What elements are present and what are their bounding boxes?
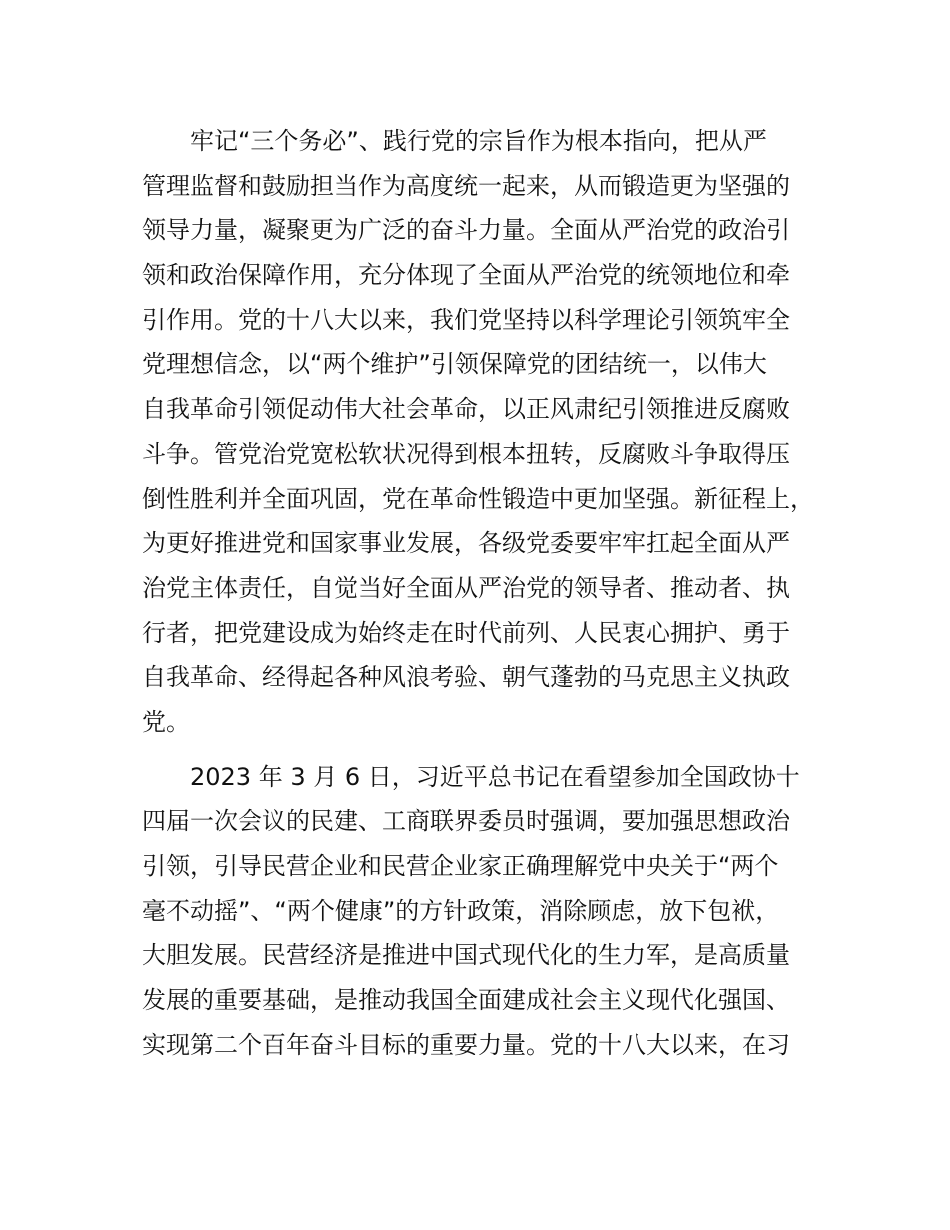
paragraph-line: 治党主体责任，自觉当好全面从严治党的领导者、推动者、执 xyxy=(142,573,790,602)
paragraph-line: 党。 xyxy=(142,707,190,736)
paragraph-line: 倒性胜利并全面巩固，党在革命性锻造中更加坚强。新征程上， xyxy=(142,484,814,513)
paragraph-line: 为更好推进党和国家事业发展，各级党委要牢牢扛起全面从严 xyxy=(142,529,790,558)
paragraph-line: 领和政治保障作用，充分体现了全面从严治党的统领地位和牵 xyxy=(142,261,790,290)
paragraph-line: 毫不动摇”、“两个健康”的方针政策，消除顾虑，放下包袱， xyxy=(142,896,780,925)
paragraph-spacer xyxy=(142,745,822,755)
paragraph-line: 发展的重要基础，是推动我国全面建成社会主义现代化强国、 xyxy=(142,986,790,1015)
paragraph-line: 引领，引导民营企业和民营企业家正确理解党中央关于“两个 xyxy=(142,852,779,880)
paragraph-line: 牢记“三个务必”、践行党的宗旨作为根本指向，把从严 xyxy=(190,127,767,155)
paragraph-line: 四届一次会议的民建、工商联界委员时强调，要加强思想政治 xyxy=(142,807,790,836)
paragraph-line: 行者，把党建设成为始终走在时代前列、人民衷心拥护、勇于 xyxy=(142,618,790,647)
paragraph-line: 自我革命引领促动伟大社会革命，以正风肃纪引领推进反腐败 xyxy=(142,395,790,424)
paragraph-1 xyxy=(142,119,822,745)
paragraph-line: 自我革命、经得起各种风浪考验、朝气蓬勃的马克思主义执政 xyxy=(142,663,790,692)
paragraph-line: 大胆发展。民营经济是推进中国式现代化的生力军，是高质量 xyxy=(142,941,790,970)
paragraph-line: 实现第二个百年奋斗目标的重要力量。党的十八大以来，在习 xyxy=(142,1030,790,1059)
paragraph-line: 领导力量，凝聚更为广泛的奋斗力量。全面从严治党的政治引 xyxy=(142,216,790,245)
paragraph-line: 党理想信念，以“两个维护”引领保障党的团结统一，以伟大 xyxy=(142,350,767,379)
paragraph-line: 2023 年 3 月 6 日，习近平总书记在看望参加全国政协十 xyxy=(190,762,800,791)
paragraph-line: 斗争。管党治党宽松软状况得到根本扭转，反腐败斗争取得压 xyxy=(142,439,790,468)
document-body xyxy=(142,119,822,1067)
paragraph-line: 管理监督和鼓励担当作为高度统一起来，从而锻造更为坚强的 xyxy=(142,171,790,200)
paragraph-line: 引作用。党的十八大以来，我们党坚持以科学理论引领筑牢全 xyxy=(142,305,790,334)
paragraph-2 xyxy=(142,755,822,1068)
